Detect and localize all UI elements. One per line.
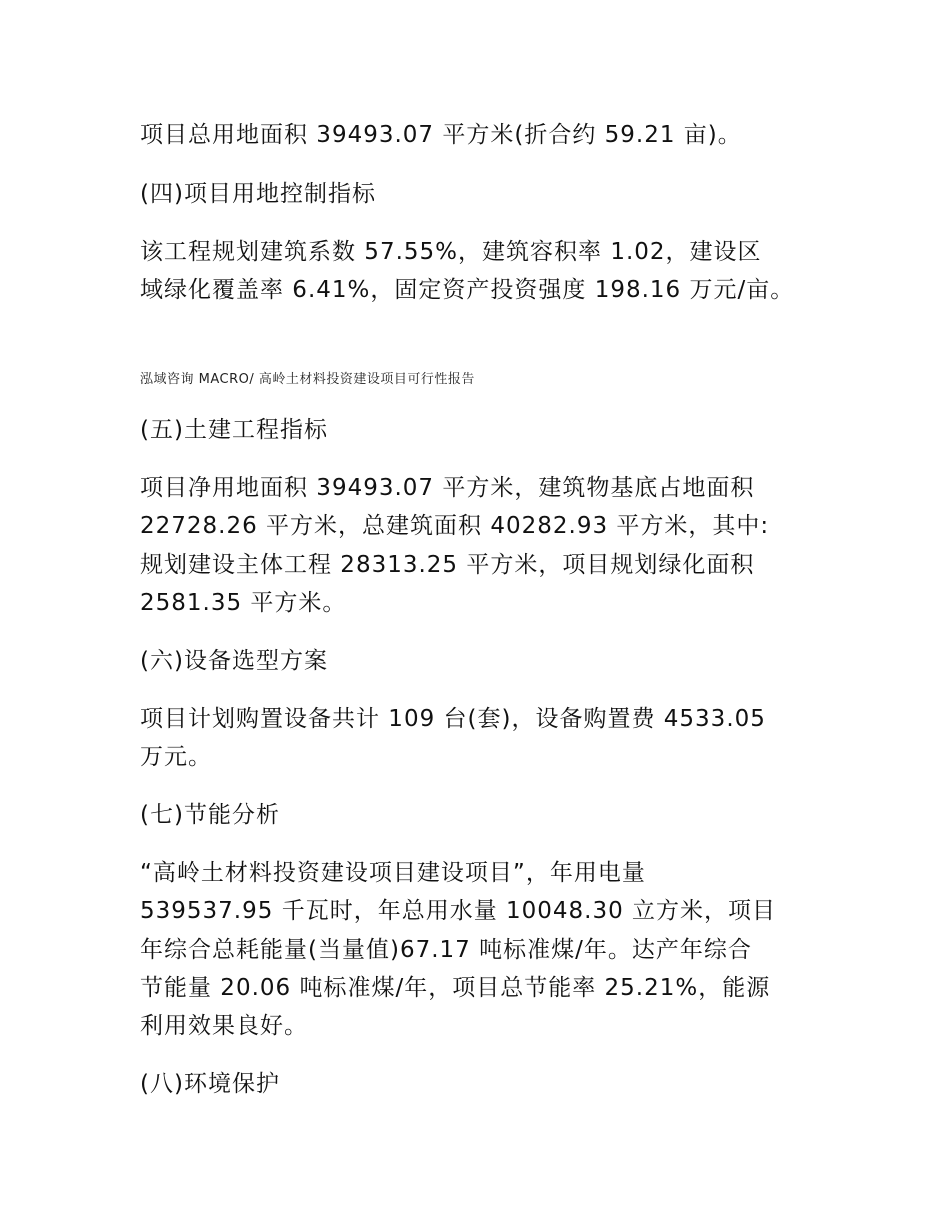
paragraph-energy-line-5: 利用效果良好。 <box>140 1013 308 1039</box>
paragraph-civil-line-2: 22728.26 平方米，总建筑面积 40282.93 平方米，其中: <box>140 513 770 539</box>
running-header: 泓域咨询 MACRO/ 高岭土材料投资建设项目可行性报告 <box>140 372 475 387</box>
paragraph-civil-line-1: 项目净用地面积 39493.07 平方米，建筑物基底占地面积 <box>140 475 755 501</box>
heading-land-control: (四)项目用地控制指标 <box>140 181 376 207</box>
heading-environment: (八)环境保护 <box>140 1071 280 1097</box>
paragraph-civil-line-4: 2581.35 平方米。 <box>140 590 347 616</box>
paragraph-civil-line-3: 规划建设主体工程 28313.25 平方米，项目规划绿化面积 <box>140 552 755 578</box>
paragraph-equipment-line-2: 万元。 <box>140 744 212 770</box>
paragraph-equipment-line-1: 项目计划购置设备共计 109 台(套)，设备购置费 4533.05 <box>140 706 766 732</box>
heading-energy: (七)节能分析 <box>140 802 280 828</box>
heading-civil-engineering: (五)土建工程指标 <box>140 417 328 443</box>
paragraph-energy-line-2: 539537.95 千瓦时，年总用水量 10048.30 立方米，项目 <box>140 898 777 924</box>
heading-equipment: (六)设备选型方案 <box>140 648 328 674</box>
paragraph-energy-line-3: 年综合总耗能量(当量值)67.17 吨标准煤/年。达产年综合 <box>140 937 752 963</box>
paragraph-energy-line-4: 节能量 20.06 吨标准煤/年，项目总节能率 25.21%，能源 <box>140 975 771 1001</box>
paragraph-control-line-1: 该工程规划建筑系数 57.55%，建筑容积率 1.02，建设区 <box>140 239 762 265</box>
paragraph-control-line-2: 域绿化覆盖率 6.41%，固定资产投资强度 198.16 万元/亩。 <box>140 277 795 303</box>
paragraph-land-area: 项目总用地面积 39493.07 平方米(折合约 59.21 亩)。 <box>140 122 742 148</box>
paragraph-energy-line-1: “高岭土材料投资建设项目建设项目”，年用电量 <box>140 860 646 886</box>
